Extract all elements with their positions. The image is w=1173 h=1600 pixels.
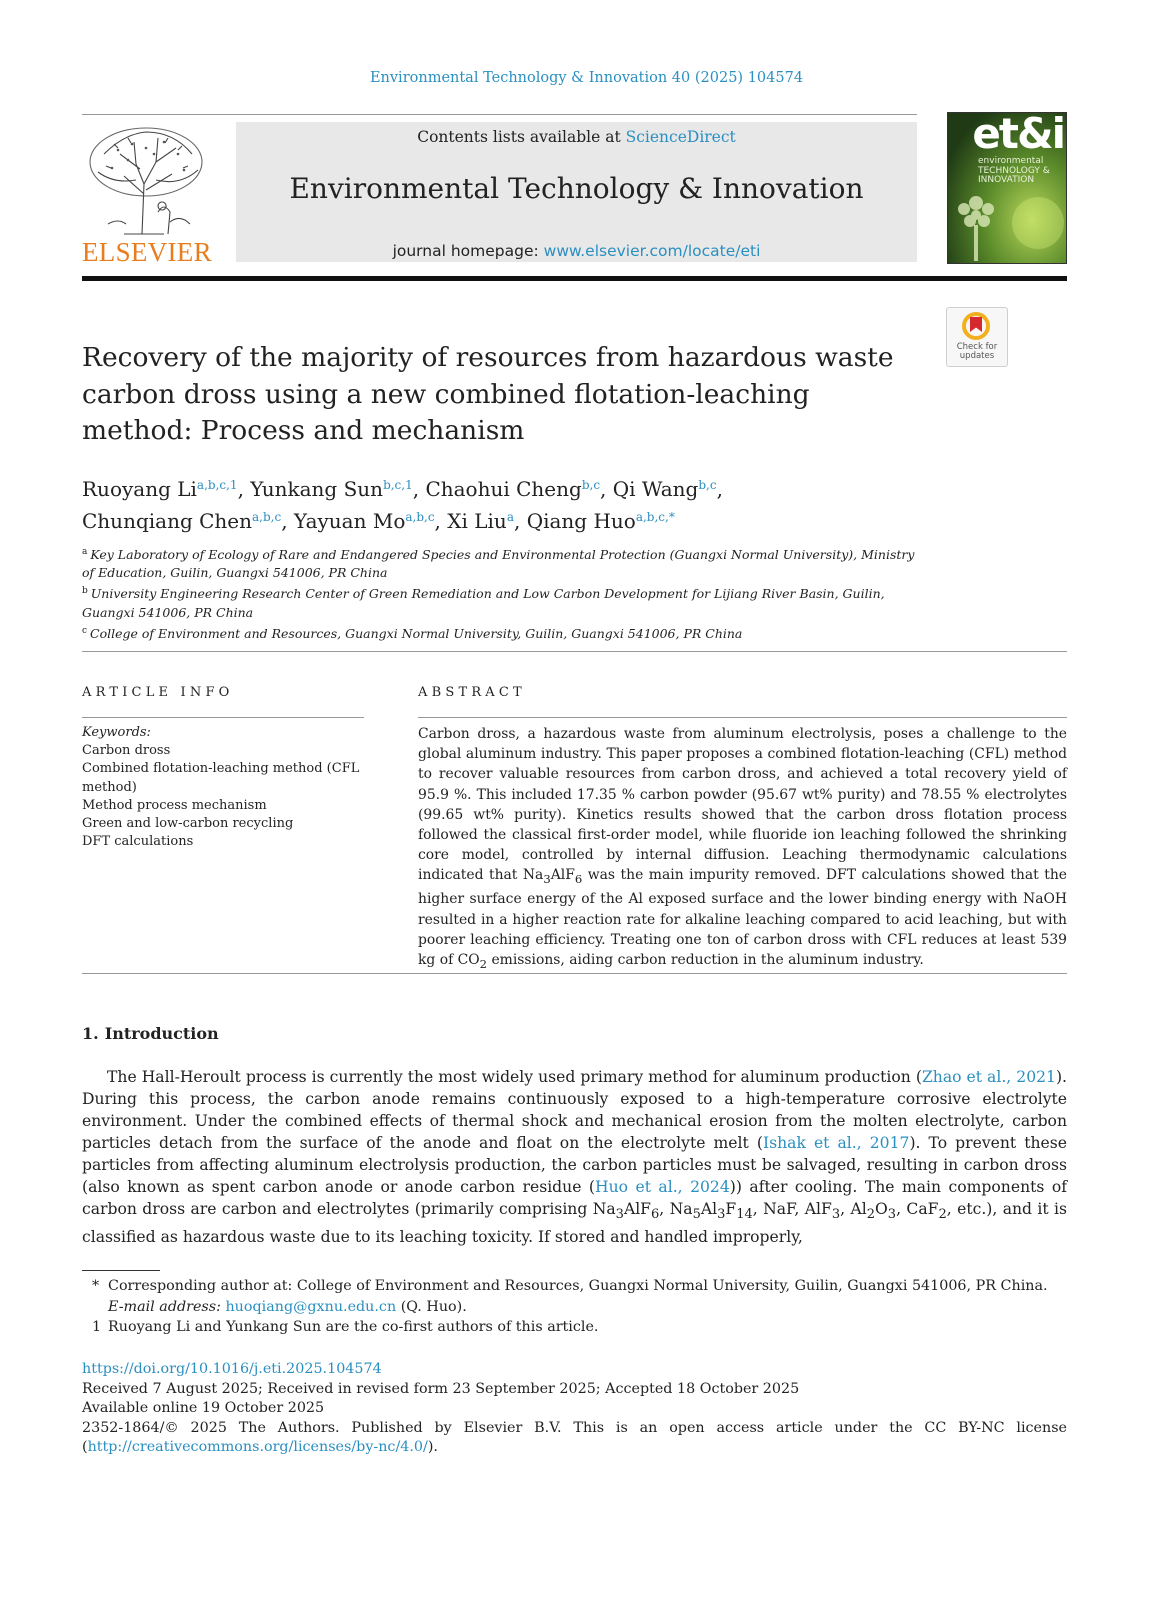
homepage-link[interactable]: www.elsevier.com/locate/eti [543, 242, 761, 260]
article-info-heading: ARTICLE INFO [82, 685, 234, 700]
text-run: , NaF, AlF [752, 1200, 832, 1218]
footnote-mark: * [92, 1278, 100, 1294]
email-suffix: (Q. Huo). [396, 1298, 467, 1315]
text-run: , Al [840, 1200, 867, 1218]
author-affiliation-marks[interactable]: b,c [698, 478, 717, 492]
header-rule [82, 114, 917, 115]
footnotes [92, 1276, 1052, 1338]
keyword: Combined flotation-leaching method (CFL method) [82, 761, 360, 795]
abstract-text [418, 724, 1067, 974]
keyword: Green and low-carbon recycling [82, 816, 294, 832]
check-updates-label: Check for updates [956, 342, 998, 361]
abstract-rule [418, 717, 1067, 718]
journal-banner [236, 122, 917, 262]
author-name[interactable]: Yayuan Mo [293, 509, 406, 533]
keyword: Carbon dross [82, 743, 171, 759]
abstract-part: emissions, aiding carbon reduction in the aluminum industry. [487, 952, 924, 969]
section-rule [82, 651, 1067, 652]
subscript: 3 [717, 1207, 726, 1223]
check-for-updates-button[interactable] [946, 307, 1008, 367]
affiliation-text: University Engineering Research Center of Green Remediation and Low Carbon Development for Lijiang River Basin, Guilin, Guangxi 541006, PR China [82, 586, 885, 620]
subscript: 3 [615, 1207, 624, 1223]
publication-info [82, 1360, 1067, 1458]
citation-link[interactable]: Zhao et al., 2021 [921, 1068, 1056, 1086]
author-separator: , [281, 509, 294, 533]
text-run: , CaF [896, 1200, 939, 1218]
subscript: 6 [574, 872, 583, 887]
elsevier-wordmark: ELSEVIER [82, 237, 212, 267]
journal-reference[interactable]: Environmental Technology & Innovation 40 (2025) 104574 [369, 70, 804, 86]
paren: ( [82, 1439, 88, 1455]
elsevier-tree-icon [84, 124, 208, 236]
author-name[interactable]: Yunkang Sun [250, 477, 384, 501]
received-dates: Received 7 August 2025; Received in revised form 23 September 2025; Accepted 18 October 2025 [82, 1380, 800, 1397]
paren: ). [427, 1439, 438, 1455]
abstract-part: was the main impurity removed. DFT calculations showed that the higher surface energy of the Al exposed surface and the lower binding energy with NaOH resulted in a higher reaction rate for alkaline leaching compared to acid leaching, but with poorer leaching efficiency. Treating one ton of carbon dross with CFL reduces at least 539 kg of CO [418, 867, 1067, 969]
sciencedirect-link[interactable]: ScienceDirect [625, 128, 736, 146]
subscript: 2 [938, 1207, 947, 1223]
intro-paragraph [82, 1066, 1067, 1248]
affiliation [82, 622, 922, 643]
author-separator: , [716, 477, 723, 501]
subscript: 3 [543, 872, 551, 887]
author-affiliation-marks[interactable]: a,b,c,* [635, 510, 675, 524]
affiliation [82, 582, 922, 621]
text-run: ). To prevent these particles from affecting aluminum electrolysis production, the carbon particles must be salvaged, resulting in carbon dross (also known as spent carbon anode or anode carbon residue ( [82, 1134, 1068, 1196]
author-name[interactable]: Xi Liu [447, 509, 507, 533]
cover-subtitle: environmental TECHNOLOGY & INNOVATION [978, 156, 1050, 185]
text-run: , etc.), and it is classified as hazardous waste due to its leaching toxicity. If stored and handled improperly, [82, 1200, 1068, 1247]
available-online: Available online 19 October 2025 [82, 1400, 325, 1416]
author-affiliation-marks[interactable]: a,b,c [405, 510, 435, 524]
subscript: 6 [651, 1207, 660, 1223]
author-name[interactable]: Ruoyang Li [82, 477, 197, 501]
doi-link[interactable]: https://doi.org/10.1016/j.eti.2025.104574 [82, 1361, 382, 1377]
section-rule [82, 973, 1067, 974]
affiliation [82, 543, 922, 582]
contents-availability [236, 128, 917, 146]
journal-cover[interactable] [947, 112, 1067, 264]
author-name[interactable]: Qiang Huo [526, 509, 636, 533]
license-link[interactable]: http://creativecommons.org/licenses/by-nc/4.0/ [87, 1439, 428, 1455]
homepage-prefix: journal homepage: [392, 242, 544, 260]
subscript: 2 [866, 1207, 875, 1223]
cofirst-footnote [92, 1317, 1052, 1338]
text-run: ). During this process, the carbon anode remains continuously exposed to a high-temperature corrosive electrolyte environment. Under the combined effects of thermal shock and mechanical erosion from the molten electrolyte, carbon particles detach from the surface of the anode and float on the electrolyte melt ( [82, 1068, 1068, 1152]
email-label: E-mail address: [108, 1298, 221, 1315]
affiliation-mark: a [82, 547, 88, 557]
author-name[interactable]: Chaohui Cheng [425, 477, 582, 501]
abstract-heading: ABSTRACT [418, 685, 526, 700]
section-number: 1. [82, 1024, 99, 1043]
affiliations [82, 543, 922, 643]
corresponding-text: Corresponding author at: College of Environment and Resources, Guangxi Normal University, Guilin, Guangxi 541006, PR China. [108, 1278, 1048, 1294]
keywords-block [82, 724, 362, 851]
article-info-rule [82, 717, 364, 718]
subscript: 5 [692, 1207, 701, 1223]
keywords-label: Keywords: [82, 725, 151, 740]
subscript: 14 [736, 1207, 753, 1223]
subscript: 2 [479, 956, 488, 971]
author-separator: , [412, 477, 426, 501]
article-title: Recovery of the majority of resources from hazardous waste carbon dross using a new combined flotation-leaching method: Process and mechanism [82, 342, 894, 446]
journal-title: Environmental Technology & Innovation [289, 172, 864, 205]
text-run: AlF [623, 1200, 652, 1218]
author-affiliation-marks[interactable]: b,c [581, 478, 601, 492]
cofirst-text: Ruoyang Li and Yunkang Sun are the co-first authors of this article. [108, 1319, 599, 1335]
author-affiliation-marks[interactable]: a,b,c,1 [196, 478, 238, 492]
text-run: )) after cooling. The main components of carbon dross are carbon and electrolytes (primarily comprising Na [82, 1178, 1068, 1218]
elsevier-logo[interactable] [82, 124, 210, 266]
license-link-line [82, 1438, 1067, 1458]
affiliation-text: College of Environment and Resources, Guangxi Normal University, Guilin, Guangxi 541006, PR China [90, 625, 743, 641]
header-thick-rule [82, 276, 1067, 281]
footnote-rule [82, 1270, 160, 1271]
author-list [82, 471, 932, 535]
email-footnote [92, 1297, 1052, 1318]
cover-logo: et&i [972, 112, 1064, 158]
author-separator: , [434, 509, 448, 533]
subscript: 3 [887, 1207, 897, 1223]
keyword: Method process mechanism [82, 797, 267, 813]
citation-link[interactable]: Ishak et al., 2017 [762, 1134, 910, 1152]
author-separator: , [513, 509, 527, 533]
affiliation-text: Key Laboratory of Ecology of Rare and Endangered Species and Environmental Protection (Guangxi Normal University), Ministry of Education, Guilin, Guangxi 541006, PR China [82, 547, 915, 581]
abstract-part: Carbon dross, a hazardous waste from aluminum electrolysis, poses a challenge to the global aluminum industry. This paper proposes a combined flotation-leaching (CFL) method to recover valuable resources from carbon dross, and achieved a total recovery yield of 95.9 %. This included 17.35 % carbon powder (95.67 wt% purity) and 78.55 % electrolytes (99.65 wt% purity). Kinetics results showed that the carbon dross flotation process followed the classical first-order model, while fluoride ion leaching followed the shrinking core model, controlled by internal diffusion. Leaching thermodynamic calculations indicated that Na [418, 726, 1067, 884]
email-link[interactable]: huoqiang@gxnu.edu.cn [225, 1298, 397, 1315]
text-run: O [875, 1200, 888, 1218]
text-run: , Na [659, 1200, 693, 1218]
affiliation-mark: b [82, 586, 88, 597]
author-name[interactable]: Qi Wang [612, 477, 699, 501]
text-run: The Hall-Heroult process is currently the most widely used primary method for aluminum production ( [107, 1068, 922, 1086]
author-separator: , [600, 477, 613, 501]
license-text: 2352-1864/© 2025 The Authors. Published by Elsevier B.V. This is an open access article under the CC BY-NC license [82, 1419, 1067, 1436]
keyword: DFT calculations [82, 834, 194, 850]
footnote-mark: 1 [92, 1319, 102, 1335]
abstract-part: AlF [550, 867, 575, 884]
author-affiliation-marks[interactable]: a [506, 510, 514, 524]
author-name[interactable]: Chunqiang Chen [82, 509, 253, 533]
affiliation-mark: c [82, 625, 88, 636]
keywords-list [82, 742, 362, 851]
section-title: Introduction [104, 1024, 219, 1043]
text-run: F [725, 1200, 737, 1218]
journal-homepage [236, 242, 917, 260]
corresponding-footnote [92, 1276, 1052, 1297]
author-separator: , [237, 477, 251, 501]
citation-link[interactable]: Huo et al., 2024 [594, 1178, 730, 1196]
text-run: Al [700, 1200, 718, 1218]
author-affiliation-marks[interactable]: b,c,1 [383, 478, 413, 492]
contents-prefix: Contents lists available at [417, 128, 626, 146]
author-affiliation-marks[interactable]: a,b,c [252, 510, 282, 524]
subscript: 3 [831, 1207, 841, 1223]
section-heading [82, 1024, 219, 1043]
